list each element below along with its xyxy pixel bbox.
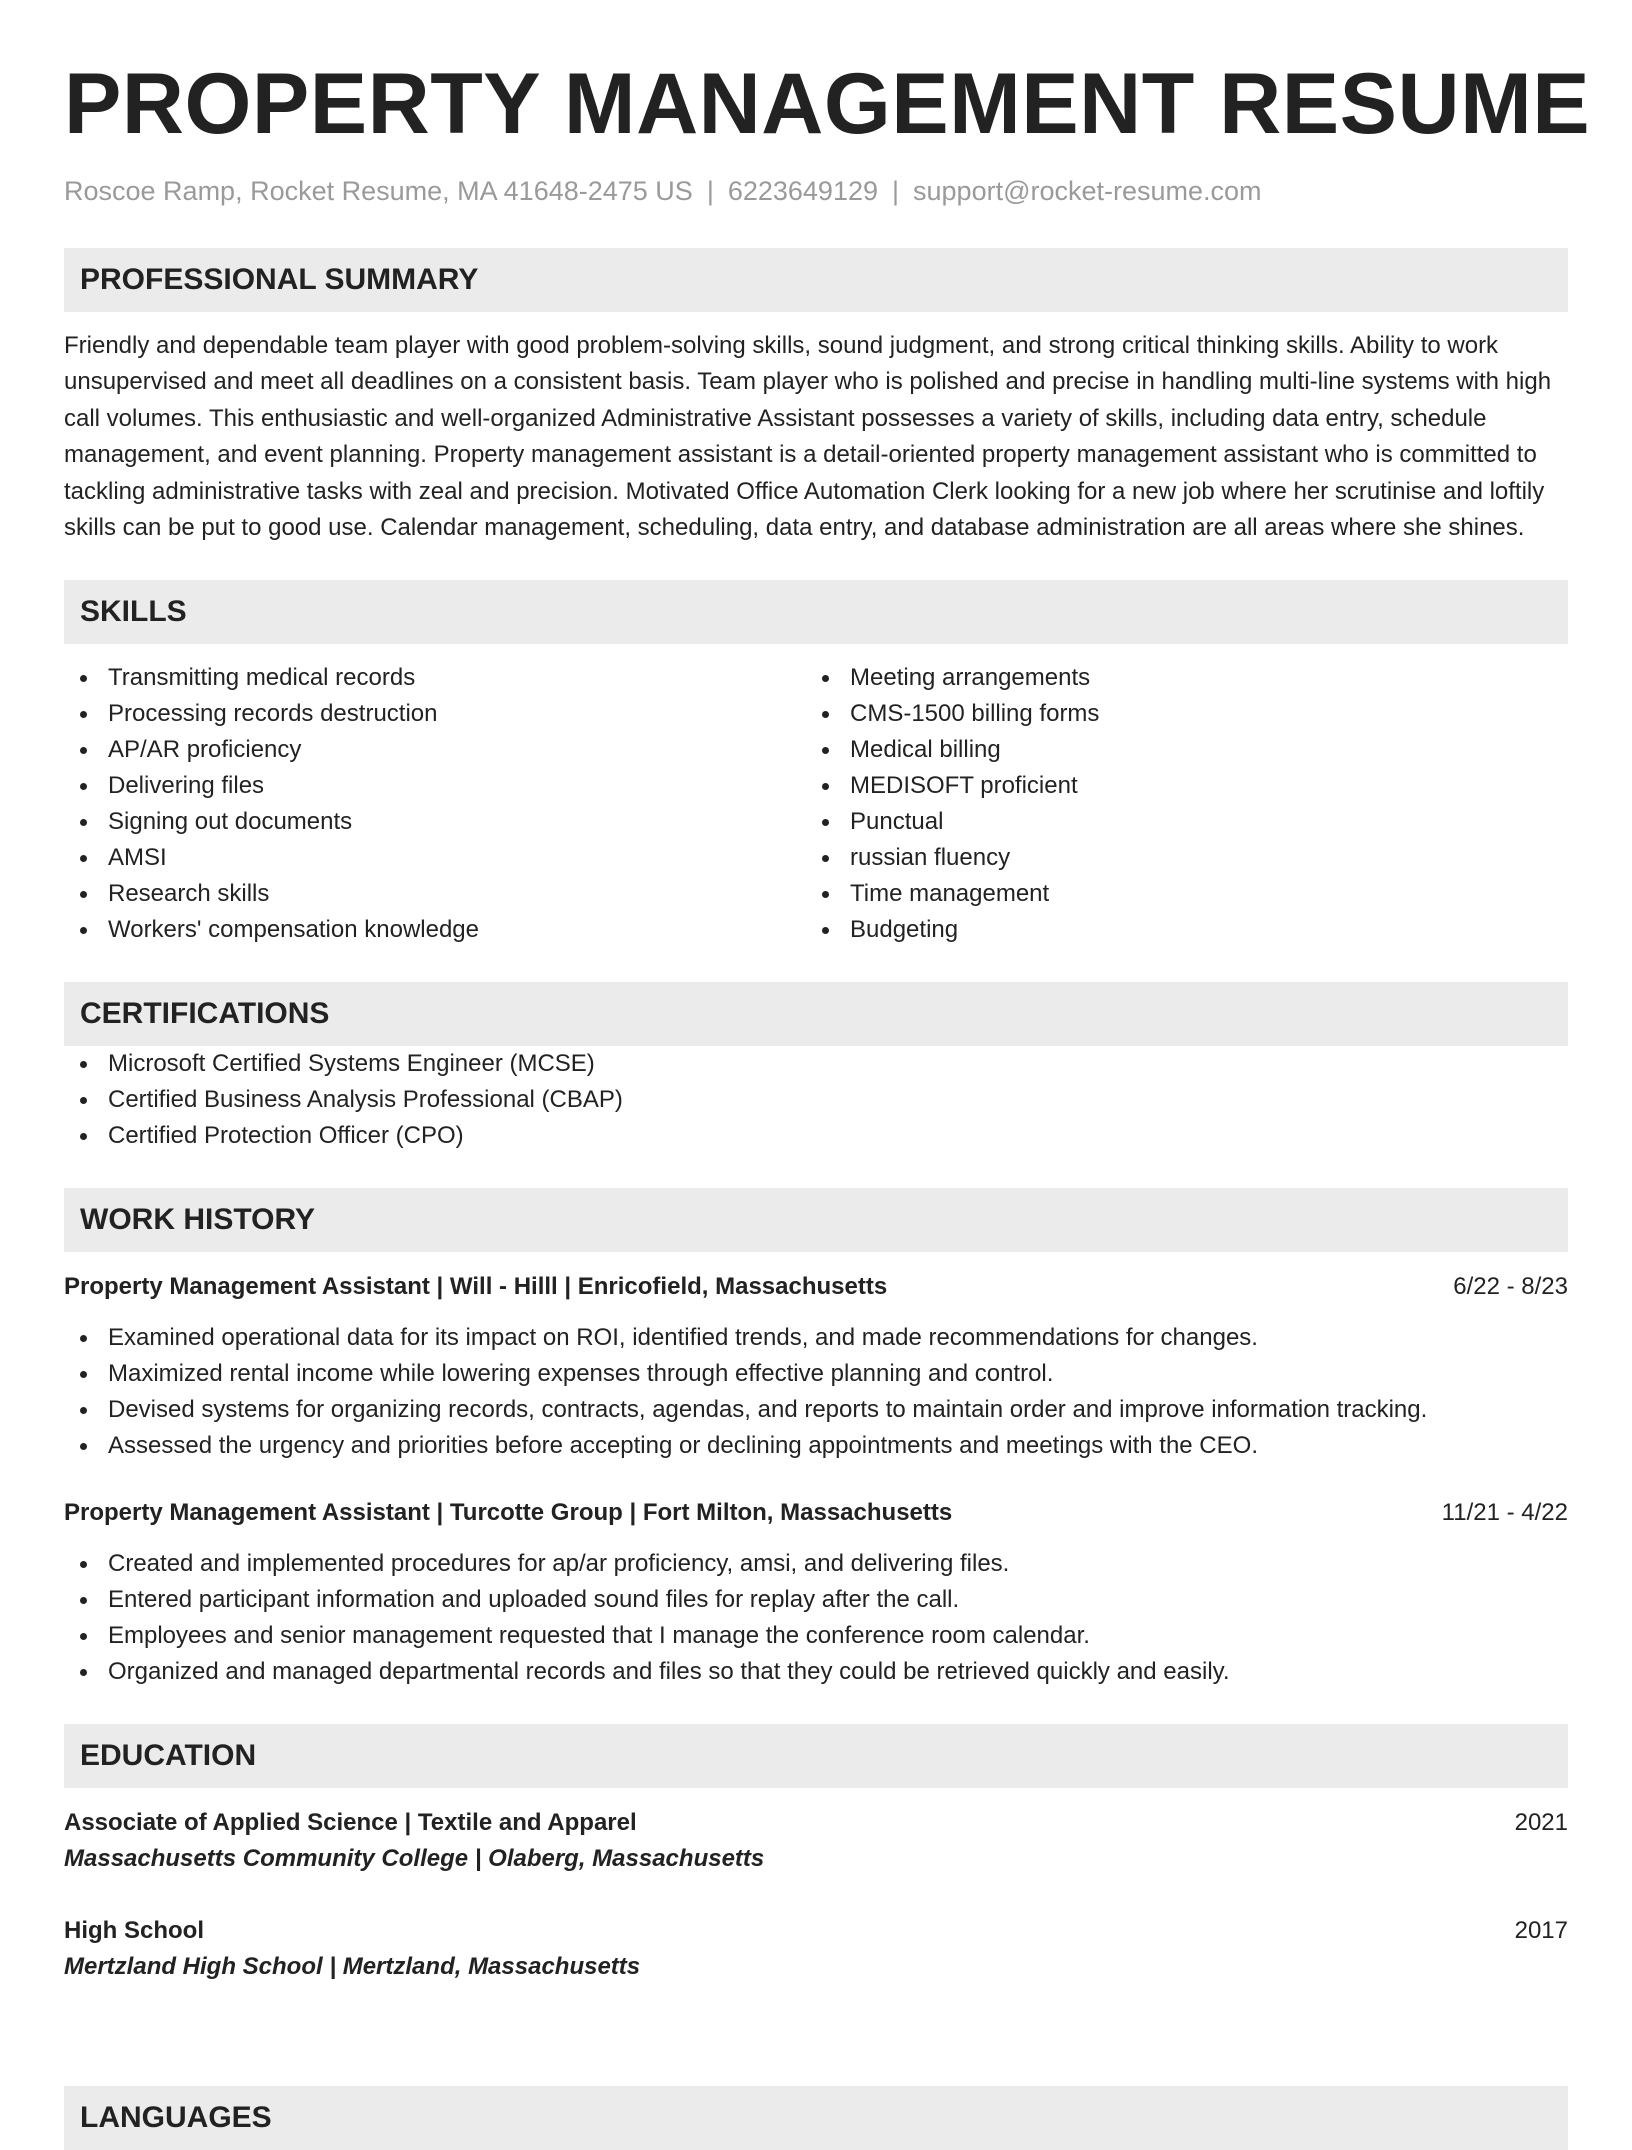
skills-grid [64, 660, 1568, 948]
education-degree: High School [64, 1917, 204, 1945]
section-header-skills: SKILLS [64, 580, 1568, 644]
bullet-icon [80, 1633, 87, 1640]
contact-email: support@rocket-resume.com [913, 176, 1262, 206]
resume-page [64, 0, 1591, 1986]
job-dates: 6/22 - 8/23 [1453, 1273, 1568, 1301]
bullet-icon [80, 1443, 87, 1450]
education-entry [64, 1806, 1568, 1878]
job-title: Property Management Assistant | Will - Hilll | Enricofield, Massachusetts [64, 1273, 888, 1301]
education-school: Mertzland High School | Mertzland, Massachusetts [64, 1953, 641, 1981]
job-bullets [64, 1320, 1568, 1464]
bullet-icon [822, 675, 829, 682]
bullet-icon [80, 891, 87, 898]
list-item: Transmitting medical records [64, 660, 806, 696]
bullet-icon [822, 783, 829, 790]
education-entry [64, 1914, 1568, 1986]
list-item: CMS-1500 billing forms [806, 696, 1548, 732]
bullet-icon [80, 711, 87, 718]
certifications-list [64, 1046, 1568, 1154]
list-item: Created and implemented procedures for ap/ar proficiency, amsi, and delivering files. [64, 1546, 1568, 1582]
bullet-icon [822, 747, 829, 754]
list-item: Examined operational data for its impact on ROI, identified trends, and made recommendations for changes. [64, 1320, 1568, 1356]
bullet-icon [80, 1669, 87, 1676]
list-item: Microsoft Certified Systems Engineer (MCSE) [64, 1046, 1568, 1082]
contact-address: Roscoe Ramp, Rocket Resume, MA 41648-2475 US [64, 176, 693, 206]
bullet-icon [80, 1097, 87, 1104]
section-header-work-history: WORK HISTORY [64, 1188, 1568, 1252]
contact-separator: | [892, 176, 900, 206]
list-item: Assessed the urgency and priorities before accepting or declining appointments and meetings with the CEO. [64, 1428, 1568, 1464]
list-item: Medical billing [806, 732, 1548, 768]
job-dates: 11/21 - 4/22 [1441, 1499, 1568, 1527]
education-school: Massachusetts Community College | Olaberg, Massachusetts [64, 1845, 765, 1873]
bullet-icon [80, 747, 87, 754]
section-header-education: EDUCATION [64, 1724, 1568, 1788]
job-entry [64, 1496, 1568, 1690]
bullet-icon [822, 819, 829, 826]
list-item: AMSI [64, 840, 806, 876]
list-item: Maximized rental income while lowering expenses through effective planning and control. [64, 1356, 1568, 1392]
list-item: Research skills [64, 876, 806, 912]
list-item: Certified Business Analysis Professional (CBAP) [64, 1082, 1568, 1118]
education-header [64, 1914, 1568, 1948]
list-item: Devised systems for organizing records, contracts, agendas, and reports to maintain order and improve information tracking. [64, 1392, 1568, 1428]
bullet-icon [80, 927, 87, 934]
bullet-icon [80, 855, 87, 862]
job-entry [64, 1270, 1568, 1464]
list-item: Signing out documents [64, 804, 806, 840]
list-item: Processing records destruction [64, 696, 806, 732]
summary-text: Friendly and dependable team player with good problem-solving skills, sound judgment, and strong critical thinking skills. Ability to work unsupervised and meet all deadlines on a consistent basis. Team player who is polished and precise in handling multi-line systems with high call volumes. This enthusiastic and well-organized Administrative Assistant possesses a variety of skills, including data entry, schedule management, and event planning. Property management assistant is a detail-oriented property management assistant who is committed to tackling administrative tasks with zeal and precision. Motivated Office Automation Clerk looking for a new job where her scrutinise and loftily skills can be put to good use. Calendar management, scheduling, data entry, and database administration are all areas where she shines. [64, 332, 1552, 542]
list-item: Organized and managed departmental records and files so that they could be retrieved quickly and easily. [64, 1654, 1568, 1690]
list-item: MEDISOFT proficient [806, 768, 1548, 804]
bullet-icon [80, 783, 87, 790]
list-item: Time management [806, 876, 1548, 912]
bullet-icon [822, 855, 829, 862]
list-item: russian fluency [806, 840, 1548, 876]
skills-right-list [806, 660, 1548, 948]
bullet-icon [80, 819, 87, 826]
section-header-summary: PROFESSIONAL SUMMARY [64, 248, 1568, 312]
contact-line [64, 174, 1568, 208]
bullet-icon [822, 711, 829, 718]
bullet-icon [80, 675, 87, 682]
list-item: Workers' compensation knowledge [64, 912, 806, 948]
section-header-languages: LANGUAGES [64, 2086, 1568, 2150]
list-item: Punctual [806, 804, 1548, 840]
education-year: 2017 [1514, 1917, 1568, 1945]
education-header [64, 1806, 1568, 1840]
bullet-icon [822, 891, 829, 898]
contact-separator: | [706, 176, 714, 206]
bullet-icon [80, 1407, 87, 1414]
list-item: Delivering files [64, 768, 806, 804]
list-item: Meeting arrangements [806, 660, 1548, 696]
bullet-icon [822, 927, 829, 934]
list-item: Employees and senior management requested that I manage the conference room calendar. [64, 1618, 1568, 1654]
education-year: 2021 [1514, 1809, 1568, 1837]
skills-left-list [64, 660, 806, 948]
list-item: AP/AR proficiency [64, 732, 806, 768]
bullet-icon [80, 1335, 87, 1342]
bullet-icon [80, 1597, 87, 1604]
page-title: PROPERTY MANAGEMENT RESUME [64, 56, 1591, 152]
job-title: Property Management Assistant | Turcotte Group | Fort Milton, Massachusetts [64, 1499, 953, 1527]
bullet-icon [80, 1371, 87, 1378]
contact-phone: 6223649129 [727, 176, 878, 206]
list-item: Entered participant information and uploaded sound files for replay after the call. [64, 1582, 1568, 1618]
list-item: Certified Protection Officer (CPO) [64, 1118, 1568, 1154]
job-bullets [64, 1546, 1568, 1690]
bullet-icon [80, 1061, 87, 1068]
job-header [64, 1496, 1568, 1530]
job-header [64, 1270, 1568, 1304]
list-item: Budgeting [806, 912, 1548, 948]
bullet-icon [80, 1561, 87, 1568]
bullet-icon [80, 1133, 87, 1140]
education-degree: Associate of Applied Science | Textile and Apparel [64, 1809, 637, 1837]
section-header-certifications: CERTIFICATIONS [64, 982, 1568, 1046]
